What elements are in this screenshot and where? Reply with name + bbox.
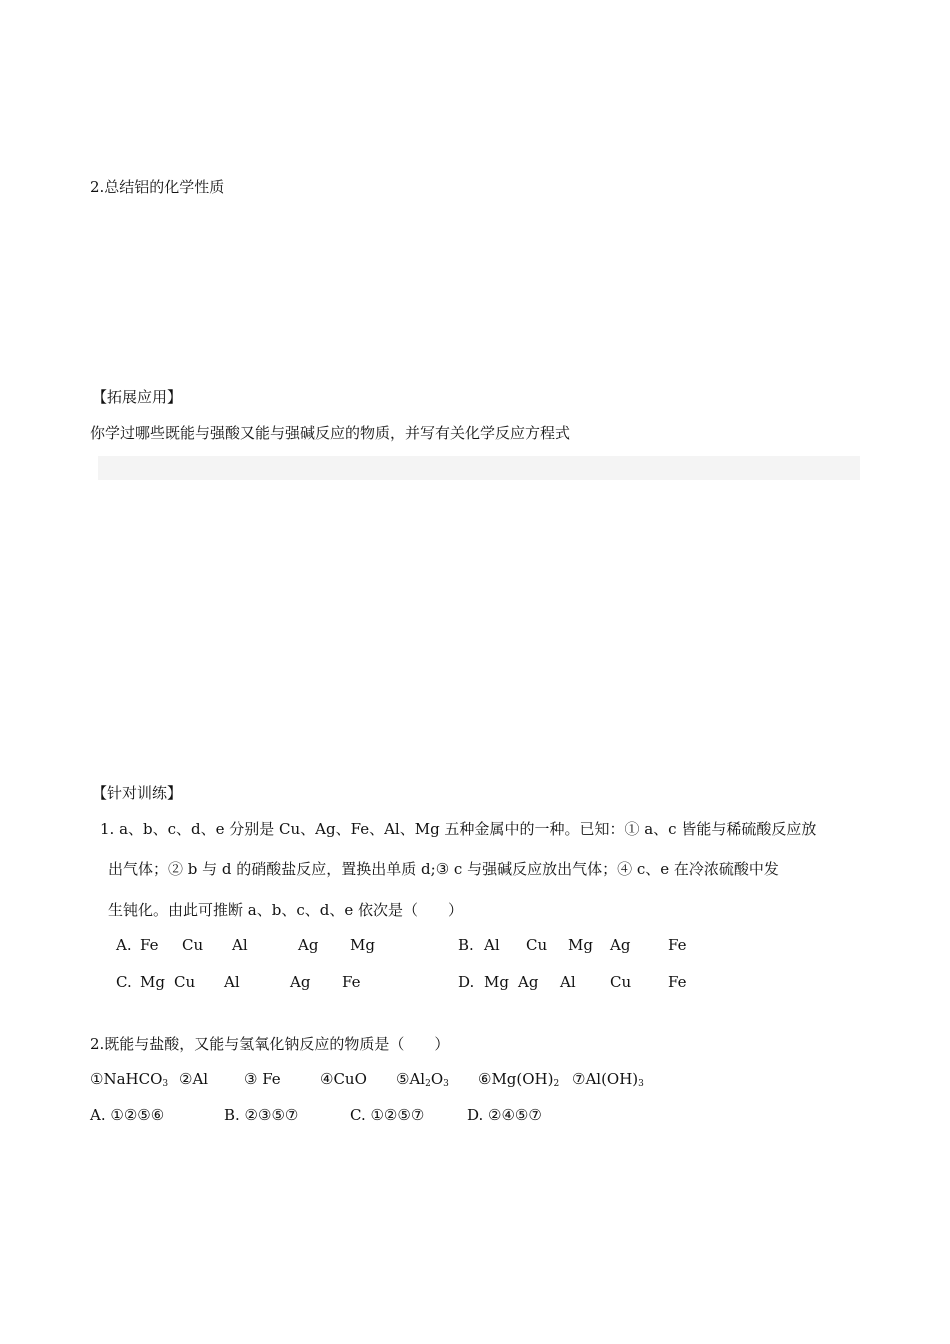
q1-option-d — [0, 973, 950, 993]
section-heading-summary: 2.总结铝的化学性质 — [90, 178, 225, 196]
option-item: Fe — [668, 973, 687, 991]
option-letter: A. — [116, 936, 132, 954]
q2-substance-5 — [396, 1070, 449, 1089]
option-item: Cu — [526, 936, 548, 954]
q1-stem-line2: 出气体；② b 与 d 的硝酸盐反应，置换出单质 d;③ c 与强碱反应放出气体；④ c、e 在冷浓硫酸中发 — [108, 860, 779, 878]
q2-stem: 2.既能与盐酸，又能与氢氧化钠反应的物质是（ ） — [90, 1035, 450, 1053]
q2-substance-3: ③ Fe — [244, 1070, 281, 1088]
q2-substance-2: ②Al — [179, 1070, 209, 1088]
q2-choice-a: A. ①②⑤⑥ — [90, 1106, 165, 1124]
subscript: 3 — [638, 1079, 644, 1089]
q2-choice-b: B. ②③⑤⑦ — [224, 1106, 299, 1124]
q2-substance-1 — [90, 1070, 168, 1089]
option-item: Al — [224, 973, 240, 991]
q2-choice-d: D. ②④⑤⑦ — [467, 1106, 542, 1124]
subscript: 3 — [443, 1079, 449, 1089]
extension-prompt: 你学过哪些既能与强酸又能与强碱反应的物质，并写有关化学反应方程式 — [90, 424, 571, 442]
section-heading-training: 【针对训练】 — [92, 784, 183, 802]
option-item: Al — [232, 936, 248, 954]
option-letter: B. — [458, 936, 474, 954]
option-item: Mg — [484, 973, 509, 991]
option-letter: C. — [116, 973, 132, 991]
q2-substance-4: ④CuO — [320, 1070, 367, 1088]
option-item: Fe — [668, 936, 687, 954]
option-item: Cu — [174, 973, 196, 991]
subscript: 3 — [162, 1079, 169, 1089]
option-item: Ag — [518, 973, 539, 991]
option-item: Ag — [290, 973, 311, 991]
option-item: Mg — [568, 936, 593, 954]
q2-choice-c: C. ①②⑤⑦ — [350, 1106, 425, 1124]
section-heading-extension: 【拓展应用】 — [92, 388, 183, 406]
option-letter: D. — [458, 973, 475, 991]
q2-substance-6 — [478, 1070, 559, 1089]
option-item: Cu — [182, 936, 204, 954]
option-item: Ag — [298, 936, 319, 954]
q1-stem-line1: 1. a、b、c、d、e 分别是 Cu、Ag、Fe、Al、Mg 五种金属中的一种。已知：① a、c 皆能与稀硫酸反应放 — [100, 820, 817, 838]
option-item: Fe — [342, 973, 361, 991]
option-item: Mg — [350, 936, 375, 954]
formula: Al — [409, 1070, 426, 1088]
q1-stem-line3: 生钝化。由此可推断 a、b、c、d、e 依次是（ ） — [108, 901, 463, 919]
formula: NaHCO — [103, 1070, 163, 1088]
formula: O — [430, 1070, 444, 1088]
q2-substance-7 — [572, 1070, 644, 1089]
option-item: Ag — [610, 936, 631, 954]
answer-area — [98, 456, 860, 480]
circled-number: ⑤ — [396, 1070, 410, 1088]
formula: ⑥Mg(OH) — [478, 1070, 554, 1088]
formula: ⑦Al(OH) — [572, 1070, 639, 1088]
option-item: Al — [560, 973, 576, 991]
option-item: Fe — [140, 936, 159, 954]
option-item: Cu — [610, 973, 632, 991]
subscript: 2 — [553, 1079, 560, 1089]
circled-number: ① — [90, 1070, 104, 1088]
option-item: Al — [484, 936, 500, 954]
subscript: 2 — [425, 1079, 431, 1089]
q1-option-b — [0, 936, 950, 956]
option-item: Mg — [140, 973, 165, 991]
